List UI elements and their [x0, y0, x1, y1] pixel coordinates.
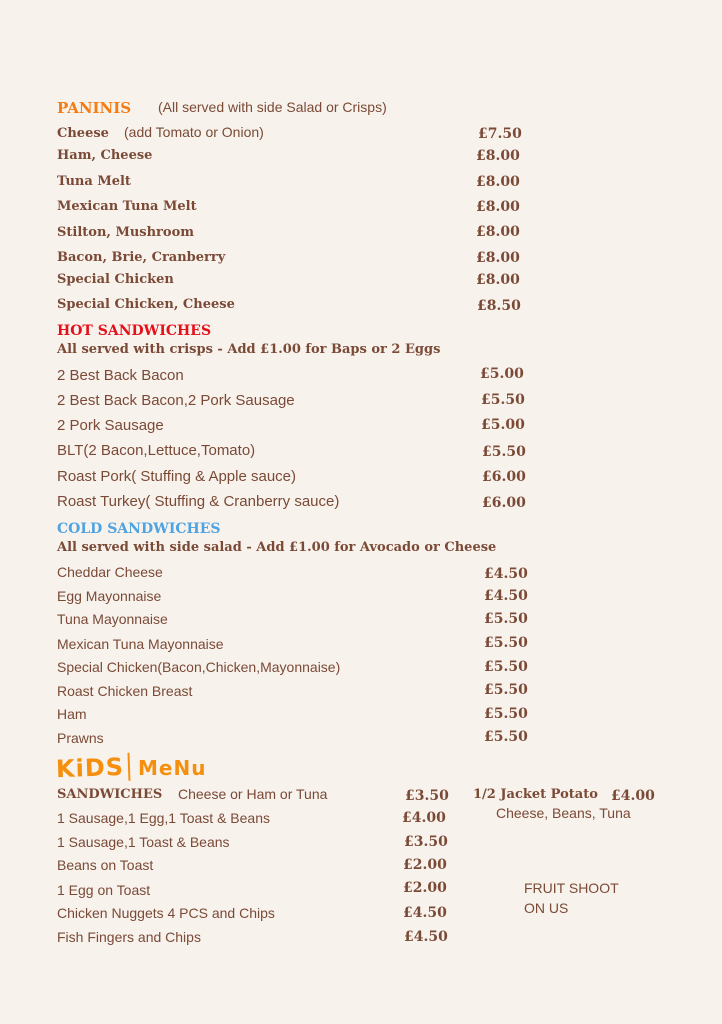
jacket-potato-fillings: Cheese, Beans, Tuna: [496, 805, 631, 821]
kids-item-price: £2.00: [403, 857, 447, 873]
cold-item-price: £5.50: [484, 659, 528, 675]
panini-item-price: £7.50: [478, 126, 522, 142]
kids-sandwiches-note: Cheese or Ham or Tuna: [178, 786, 328, 802]
kids-item-name: 1 Egg on Toast: [57, 882, 151, 898]
kids-menu-title-kids: KiDS: [56, 753, 131, 784]
kids-item-name: 1 Sausage,1 Toast & Beans: [57, 834, 230, 850]
panini-item-name: Special Chicken: [57, 272, 174, 287]
hot-item-name: BLT(2 Bacon,Lettuce,Tomato): [57, 442, 256, 459]
jacket-potato-price: £4.00: [611, 788, 655, 804]
panini-item-price: £8.00: [476, 250, 520, 266]
cold-sandwiches-heading: COLD SANDWICHES: [57, 521, 221, 537]
jacket-potato-name: 1/2 Jacket Potato: [473, 787, 598, 802]
cold-item-name: Egg Mayonnaise: [57, 588, 162, 604]
fruit-shoot-line2: ON US: [524, 900, 569, 916]
hot-item-price: £6.00: [482, 469, 526, 485]
hot-item-name: 2 Best Back Bacon: [57, 367, 184, 384]
hot-item-price: £5.00: [481, 417, 525, 433]
kids-item-price: £4.50: [404, 929, 448, 945]
hot-item-price: £5.50: [482, 444, 526, 460]
hot-sandwiches-subtitle: All served with crisps - Add £1.00 for Baps or 2 Eggs: [57, 342, 441, 357]
panini-item-name: Ham, Cheese: [57, 148, 153, 163]
cold-item-name: Special Chicken(Bacon,Chicken,Mayonnaise): [57, 659, 341, 675]
panini-item-price: £8.00: [476, 199, 520, 215]
cold-item-name: Roast Chicken Breast: [57, 683, 193, 699]
cold-item-name: Cheddar Cheese: [57, 564, 163, 580]
kids-item-price: £4.50: [403, 905, 447, 921]
panini-item-price: £8.00: [476, 148, 520, 164]
panini-item-note: (add Tomato or Onion): [124, 124, 264, 140]
panini-item-price: £8.50: [477, 298, 521, 314]
kids-item-name: Fish Fingers and Chips: [57, 929, 201, 945]
cold-item-price: £4.50: [484, 566, 528, 582]
cold-item-price: £5.50: [484, 611, 528, 627]
kids-item-price: £3.50: [404, 834, 448, 850]
cold-item-name: Ham: [57, 706, 87, 722]
hot-item-name: 2 Best Back Bacon,2 Pork Sausage: [57, 392, 295, 409]
panini-item-name: Stilton, Mushroom: [57, 225, 195, 240]
hot-item-name: Roast Turkey( Stuffing & Cranberry sauce): [57, 493, 340, 510]
cold-item-name: Mexican Tuna Mayonnaise: [57, 636, 224, 652]
panini-item-price: £8.00: [476, 272, 520, 288]
panini-item-price: £8.00: [476, 224, 520, 240]
kids-item-name: Chicken Nuggets 4 PCS and Chips: [57, 905, 275, 921]
panini-item-name: Special Chicken, Cheese: [57, 297, 235, 312]
cold-item-name: Prawns: [57, 730, 104, 746]
paninis-note: (All served with side Salad or Crisps): [158, 99, 387, 115]
hot-item-price: £5.00: [480, 366, 524, 382]
cold-item-name: Tuna Mayonnaise: [57, 611, 168, 627]
panini-item-price: £8.00: [476, 174, 520, 190]
hot-item-price: £5.50: [481, 392, 525, 408]
kids-item-price: £2.00: [403, 880, 447, 896]
kids-item-price: £4.00: [402, 810, 446, 826]
panini-item-name: Cheese: [57, 126, 109, 141]
cold-item-price: £5.50: [484, 682, 528, 698]
panini-item-name: Tuna Melt: [57, 174, 131, 189]
panini-item-name: Bacon, Brie, Cranberry: [57, 250, 226, 265]
hot-item-price: £6.00: [482, 495, 526, 511]
kids-item-name: 1 Sausage,1 Egg,1 Toast & Beans: [57, 810, 271, 826]
kids-sandwiches-price: £3.50: [405, 788, 449, 804]
kids-item-name: Beans on Toast: [57, 857, 154, 873]
cold-sandwiches-subtitle: All served with side salad - Add £1.00 for Avocado or Cheese: [57, 540, 497, 555]
cold-item-price: £5.50: [484, 635, 528, 651]
paninis-heading: PANINIS: [57, 99, 132, 117]
panini-item-name: Mexican Tuna Melt: [57, 199, 197, 214]
hot-sandwiches-heading: HOT SANDWICHES: [57, 323, 212, 339]
fruit-shoot-line1: FRUIT SHOOT: [524, 880, 619, 896]
hot-item-name: 2 Pork Sausage: [57, 417, 164, 434]
kids-sandwiches-label: SANDWICHES: [57, 787, 163, 802]
cold-item-price: £4.50: [484, 588, 528, 604]
hot-item-name: Roast Pork( Stuffing & Apple sauce): [57, 468, 297, 485]
cold-item-price: £5.50: [484, 706, 528, 722]
kids-menu-title-menu: MeNu: [138, 756, 207, 780]
cold-item-price: £5.50: [484, 729, 528, 745]
